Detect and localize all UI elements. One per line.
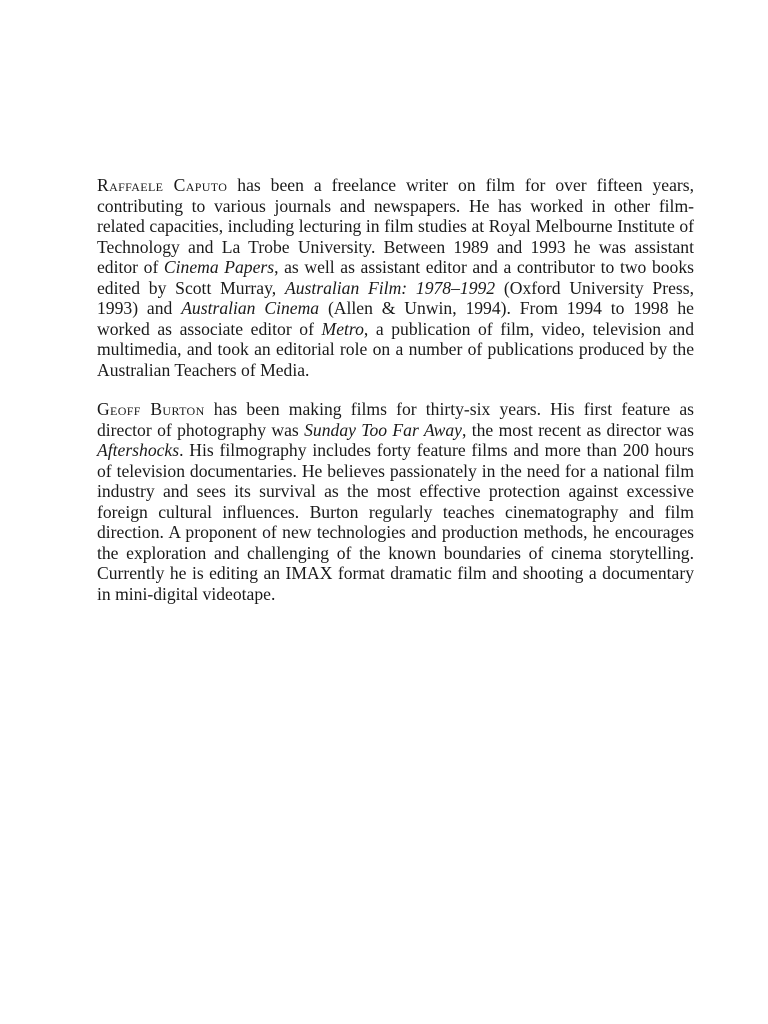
bio-text: , as well as assistant editor and a contributor to two books edited by Scott Murray, xyxy=(97,257,694,298)
bio-paragraph-raffaele-caputo xyxy=(97,175,694,380)
film-title: Sunday Too Far Away xyxy=(304,419,462,440)
book-title: Australian Cinema xyxy=(181,298,320,318)
bio-text: , the most recent as director was xyxy=(461,419,694,440)
publication-title: Cinema Papers xyxy=(163,257,275,277)
publication-title: Metro xyxy=(321,318,364,339)
book-title: Australian Film: 1978–1992 xyxy=(284,277,496,298)
film-title: Aftershocks xyxy=(97,440,180,460)
bio-text: has been making films for thirty-six years. His first feature as director of photography was xyxy=(97,399,694,440)
bio-text: , a publication of film, video, television and multimedia, and took an editorial role on a number of publications produced by the Australian Teachers of Media. xyxy=(97,318,695,380)
bio-text: (Oxford University Press, 1993) and xyxy=(97,277,694,318)
contributor-bios xyxy=(97,175,694,604)
bio-text: . His filmography includes forty feature films and more than 200 hours of television documentaries. He believes passionately in the need for a national film industry and sees its survival as the most effective protection against excessive foreign cultural influences. Burton regularly teaches cinematography and film direction. A proponent of new technologies and production methods, he encourages the exploration and challenging of the known boundaries of cinema storytelling. Currently he is editing an IMAX format dramatic film and shooting a documentary in mini-digital videotape. xyxy=(97,440,694,604)
bio-text: has been a freelance writer on film for over fifteen years, contributing to various journals and newspapers. He has worked in other film-related capacities, including lecturing in film studies at Royal Melbourne Institute of Technology and La Trobe University. Between 1989 and 1993 he was assistant editor of xyxy=(97,175,694,277)
bio-paragraph-geoff-burton xyxy=(97,399,694,604)
contributor-name: Raffaele Caputo xyxy=(97,175,228,195)
contributor-name: Geoff Burton xyxy=(97,399,205,419)
bio-text: (Allen & Unwin, 1994). From 1994 to 1998 he worked as associate editor of xyxy=(97,298,694,339)
